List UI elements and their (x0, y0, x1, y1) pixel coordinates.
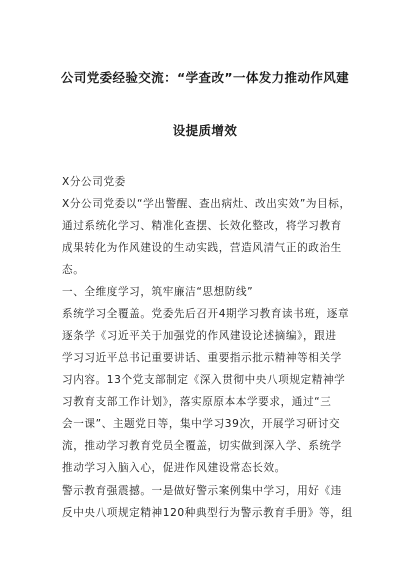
paragraph-line: 态。 (62, 264, 85, 276)
paragraph-line: 习教育支部工作计划》，落实原原本本学要求，通过“三 (62, 396, 332, 408)
paragraph-line: 逐条学《习近平关于加强党的作风建设论述摘编》，跟进 (62, 330, 337, 342)
document-title-line-2: 设提质增效 (172, 123, 238, 138)
paragraph-line: 警示教育强震撼。一是做好警示案例集中学习，用好《违 (62, 485, 342, 497)
paragraph-line: X分公司党委以“学出警醒、查出病灶、改出实效”为目标， (62, 198, 351, 210)
paragraph-line: 会一课”、主题党日等，集中学习39次，开展学习研讨交 (62, 418, 341, 430)
author-line: X分公司党委 (62, 176, 126, 188)
paragraph-line: 反中央八项规定精神120种典型行为警示教育手册》等，组 (62, 507, 353, 519)
paragraph-line: 习内容。13个党支部制定《深入贯彻中央八项规定精神学 (62, 374, 346, 386)
paragraph-line: 系统学习全覆盖。党委先后召开4期学习教育读书班，逐章 (62, 308, 350, 320)
paragraph-line: 流，推动学习教育党员全覆盖，切实做到深入学、系统学 (62, 440, 342, 452)
section-heading: 一、全维度学习，筑牢廉洁“思想防线” (62, 286, 254, 298)
paragraph-line: 学习习近平总书记重要讲话、重要指示批示精神等相关学 (62, 352, 342, 364)
document-title-line-1: 公司党委经验交流：“学查改”一体发力推动作风建 (60, 70, 350, 85)
paragraph-line: 成果转化为作风建设的生动实践，营造风清气正的政治生 (62, 242, 342, 254)
paragraph-line: 通过系统化学习、精准化查摆、长效化整改，将学习教育 (62, 220, 342, 232)
paragraph-line: 推动学习入脑入心，促进作风建设常态长效。 (62, 462, 286, 474)
